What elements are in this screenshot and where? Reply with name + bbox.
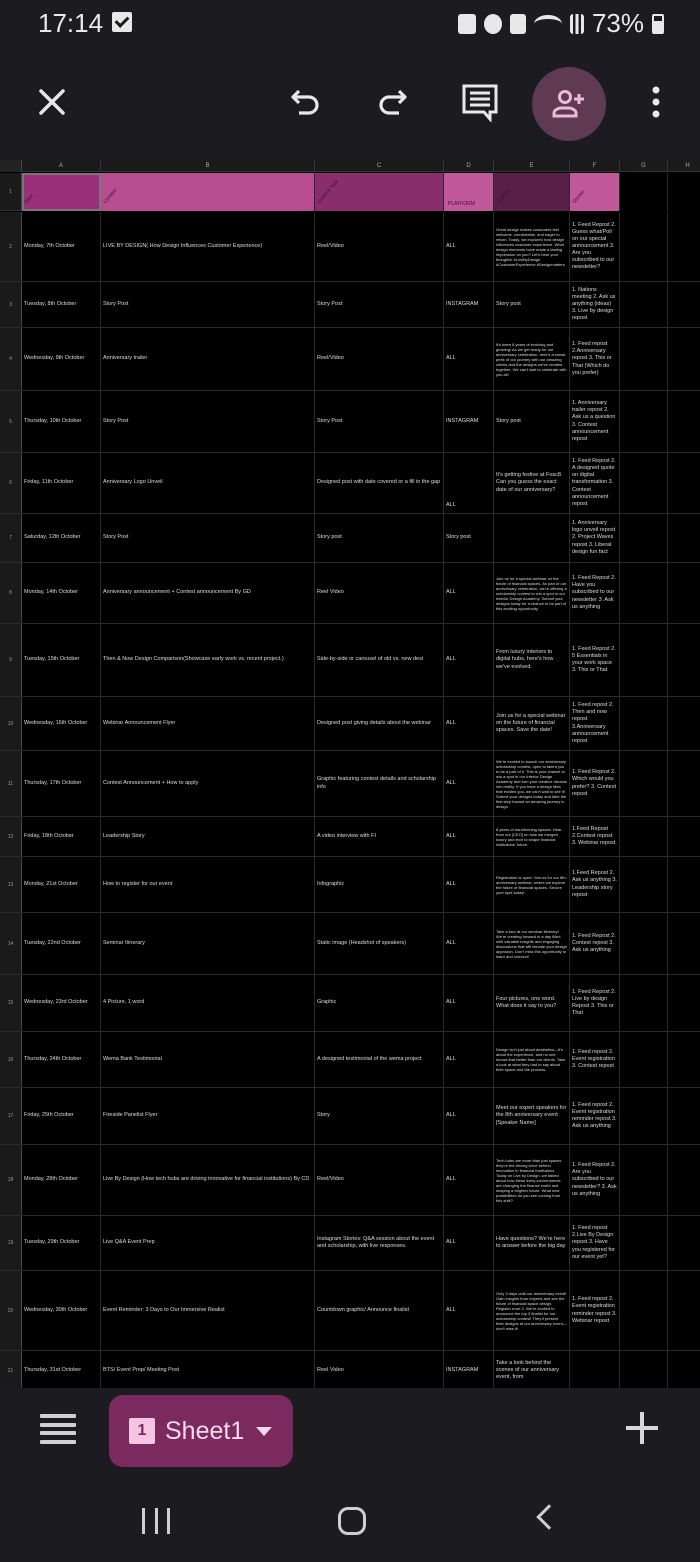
cell-date[interactable]: Thursday, 31st October [22, 1351, 101, 1388]
sheet-tab-sheet1[interactable] [109, 1395, 293, 1467]
row-number[interactable]: 3 [0, 282, 22, 327]
cell-content[interactable]: Story Post [101, 391, 315, 452]
menu-line-icon [40, 1440, 76, 1444]
cell-date[interactable]: Tuesday, 15th October [22, 624, 101, 696]
column-header-g[interactable]: G [620, 160, 668, 172]
cell-h[interactable] [668, 328, 700, 390]
cell-h[interactable] [668, 817, 700, 856]
undo-icon [289, 85, 323, 119]
cell-content[interactable]: Then & Now Design Comparison(Showcase early work vs. recent project.) [101, 624, 315, 696]
mute-icon [510, 14, 526, 34]
cell-caption[interactable]: We're excited to launch our anniversary scholarship contest, open to talent you to be a part of it. This is your chance to win a spot in our Interior Design Academy and turn your creative dreams into reality. If you have a design idea that excites you, we can't wait to see it! Submit your designs today and take the first step toward an amazing journey in design. [494, 751, 570, 816]
cell-h[interactable] [668, 282, 700, 327]
cell-platform[interactable]: ALL [444, 975, 494, 1031]
table-row [0, 1032, 700, 1088]
table-row [0, 697, 700, 751]
cell-platform[interactable]: ALL [444, 913, 494, 974]
cell-stories[interactable]: 1. Anniversary logo unveil repost 2. Project Waves repost 3. Liberal design fun fact [570, 514, 620, 562]
system-nav-bar [0, 1478, 700, 1562]
cell-caption[interactable]: Story post [494, 391, 570, 452]
cell-content[interactable]: Contest Announcement + How to apply [101, 751, 315, 816]
cell-h[interactable] [668, 1351, 700, 1388]
cell-date[interactable]: Tuesday, 8th October [22, 282, 101, 327]
cell-g[interactable] [620, 975, 668, 1031]
row-number[interactable]: 11 [0, 751, 22, 816]
cell-caption[interactable]: Design isn't just about aesthetics—it's about the experience, and no one knows that better than our clients. Take a look at what they had to say about their space and the process. [494, 1032, 570, 1087]
column-header-h[interactable]: H [668, 160, 700, 172]
row-number[interactable]: 9 [0, 624, 22, 696]
column-header-c[interactable]: C [315, 160, 444, 172]
cell-g[interactable] [620, 1271, 668, 1350]
cell-caption[interactable]: Join us for a special webinar on the future of financial spaces. Save the date! [494, 697, 570, 750]
cell-h[interactable] [668, 1145, 700, 1215]
notification-check-icon [112, 12, 132, 32]
cell-caption[interactable]: Story post [494, 282, 570, 327]
share-button[interactable] [532, 67, 606, 141]
cell-content[interactable]: Anniversary announcement + Contest announcement By GD [101, 563, 315, 623]
row-number[interactable]: 6 [0, 453, 22, 513]
table-row [0, 391, 700, 453]
cell-stories[interactable]: 1. Feed Repost 2. Are you subscribed to our newsletter? 3. Ask us anything [570, 1145, 620, 1215]
cell-h[interactable] [668, 913, 700, 974]
cell-date[interactable]: Thursday, 24th October [22, 1032, 101, 1087]
cell-content-type[interactable]: Reel Video [315, 1351, 444, 1388]
cell-stories[interactable]: 1. Feed Repost 2. Live by design Repost 3. This or That [570, 975, 620, 1031]
row-number[interactable]: 14 [0, 913, 22, 974]
cell-h[interactable] [668, 857, 700, 912]
cell-h[interactable] [668, 1088, 700, 1144]
cell-content[interactable]: LIVE BY DESIGN( How Design Influences Customer Experience) [101, 212, 315, 281]
status-time: 17:14 [38, 8, 104, 38]
cell-caption[interactable]: From luxury interiors to digital hubs, here's how we've evolved. [494, 624, 570, 696]
cell-platform[interactable]: INSTAGRAM [444, 1351, 494, 1388]
table-row [0, 1351, 700, 1388]
cell-platform[interactable]: ALL [444, 1032, 494, 1087]
more-options-button[interactable] [632, 78, 680, 126]
cell-platform[interactable]: ALL [444, 453, 494, 513]
header-cell-g[interactable] [620, 173, 668, 211]
cell-platform[interactable]: ALL [444, 212, 494, 281]
cell-date[interactable]: Monday, 14th October [22, 563, 101, 623]
more-vert-icon [650, 85, 662, 119]
back-button[interactable] [536, 1504, 561, 1529]
cell-caption[interactable]: Registration is open! Join us for our 8th-anniversary webinar, where we explore the future of financial spaces. Secure your spot today! [494, 857, 570, 912]
cell-h[interactable] [668, 391, 700, 452]
cell-g[interactable] [620, 624, 668, 696]
signal-icon [570, 14, 584, 34]
cell-content[interactable]: BTS/ Event Prep/ Meeting Post [101, 1351, 315, 1388]
cell-content-type[interactable]: Reel Video [315, 563, 444, 623]
cell-content[interactable]: Event Reminder: 3 Days to Our Immersive Realist [101, 1271, 315, 1350]
header-cell-h[interactable] [668, 173, 700, 211]
cell-stories[interactable] [570, 1351, 620, 1388]
cell-date[interactable]: Monday, 7th October [22, 212, 101, 281]
cell-date[interactable]: Monday, 28th October [22, 1145, 101, 1215]
close-button[interactable] [28, 78, 76, 126]
home-button[interactable] [338, 1507, 366, 1535]
row-number[interactable]: 17 [0, 1088, 22, 1144]
cell-date[interactable]: Friday, 25th October [22, 1088, 101, 1144]
cell-content[interactable]: Anniversary trailer [101, 328, 315, 390]
row-number[interactable]: 5 [0, 391, 22, 452]
cell-g[interactable] [620, 391, 668, 452]
select-all-corner[interactable] [0, 160, 22, 172]
cell-content-type[interactable]: Countdown graphic/ Announce finalist [315, 1271, 444, 1350]
cell-content-type[interactable]: A designed testimonial of the wema project [315, 1032, 444, 1087]
cell-date[interactable]: Friday, 11th October [22, 453, 101, 513]
cell-platform[interactable]: ALL [444, 751, 494, 816]
table-row [0, 751, 700, 817]
table-row [0, 913, 700, 975]
recent-apps-icon [142, 1508, 145, 1534]
row-number[interactable]: 18 [0, 1145, 22, 1215]
cell-stories[interactable]: 1. Feed repost 2.Live By Design repost 3. Have you registered for our event yet? [570, 1216, 620, 1270]
menu-line-icon [40, 1414, 76, 1418]
cell-date[interactable]: Tuesday, 29th October [22, 1216, 101, 1270]
sheet-tab-label: Sheet1 [165, 1416, 245, 1445]
header-cell-date[interactable]: Date [22, 173, 101, 211]
cell-stories[interactable]: 1.Feed Repost 2. Ask us anything 3. Leadership story repost [570, 857, 620, 912]
cell-content-type[interactable]: Story Post [315, 391, 444, 452]
cell-stories[interactable]: 1. Anniversary trailer repost 2. Ask us a question 3. Contest announcement repost [570, 391, 620, 452]
cell-caption[interactable]: Great design makes customers feel welcome, comfortable, and eager to return. Today, we explored how design influences customer experience. What design elements have made a lasting impression on you? Let's hear your thoughts! #LiveByDesign #CustomerExperience #Designmatters [494, 212, 570, 281]
cell-caption[interactable]: Have questions? We're here to answer before the big day [494, 1216, 570, 1270]
cell-h[interactable] [668, 975, 700, 1031]
status-bar [0, 0, 700, 50]
cell-h[interactable] [668, 514, 700, 562]
column-header-a[interactable]: A [22, 160, 101, 172]
cell-h[interactable] [668, 212, 700, 281]
row-number[interactable]: 4 [0, 328, 22, 390]
cell-caption[interactable]: Meet our expert speakers for the 8th anniversary event [Speaker Name] [494, 1088, 570, 1144]
cell-content-type[interactable]: Graphic [315, 975, 444, 1031]
cell-content[interactable]: Anniversary Logo Unveil [101, 453, 315, 513]
cell-content[interactable]: Story Post [101, 282, 315, 327]
table-row [0, 1145, 700, 1216]
cell-g[interactable] [620, 751, 668, 816]
cell-g[interactable] [620, 453, 668, 513]
cell-stories[interactable]: 1. Feed repost 2.Anniversary repost 3. This or That (Which do you prefer) [570, 328, 620, 390]
battery-icon [652, 14, 664, 34]
table-row [0, 453, 700, 514]
add-sheet-button[interactable] [622, 1408, 662, 1448]
row-number[interactable]: 12 [0, 817, 22, 856]
table-row [0, 857, 700, 913]
table-row [0, 817, 700, 857]
cell-content[interactable]: Live By Design (How tech hubs are driving innovative for financial institutions) By CD [101, 1145, 315, 1215]
close-icon [37, 87, 67, 117]
cell-stories[interactable]: 1. Feed Repost 2. Have you subscribed to our newsletter 3. Ask us anything [570, 563, 620, 623]
cell-caption[interactable]: It's been 8 years of evolving and growing! As we get ready for our anniversary celebration, here's a sneak peek of our journey with our amazing clients and the designs we've created together. We can't wait to celebrate with you all! [494, 328, 570, 390]
cell-date[interactable]: Wednesday, 23rd October [22, 975, 101, 1031]
comment-icon [460, 82, 500, 122]
cell-platform[interactable]: ALL [444, 1145, 494, 1215]
table-row [0, 1088, 700, 1145]
cell-caption[interactable]: Only 3 days until our anniversary event! Gain insights from experts and see the future of financial space design. Register now! 2. We're excited to announce the top 3 finalist for our scholarship contest! They'll present their designs at our anniversary event—don't miss it! [494, 1271, 570, 1350]
table-row [0, 282, 700, 328]
column-header-f[interactable]: F [570, 160, 620, 172]
row-number[interactable]: 19 [0, 1216, 22, 1270]
header-cell-caption[interactable]: Caption [494, 173, 570, 211]
redo-icon [375, 85, 409, 119]
cell-caption[interactable]: Tech hubs are more than just spaces they're the driving force behind innovation in financial institutions. Today on Live by Design, we talked about how these lively environments are changing the finance world and shaping a brighter future. What new possibilities do you see coming from this shift? [494, 1145, 570, 1215]
recent-apps-icon [167, 1508, 170, 1534]
row-number[interactable]: 15 [0, 975, 22, 1031]
header-row [0, 173, 700, 211]
column-header-d[interactable]: D [444, 160, 494, 172]
cell-platform[interactable]: ALL [444, 857, 494, 912]
cell-stories[interactable]: 1. Feed repost 2. Then and now repost 3.Anniversary announcement repost [570, 697, 620, 750]
cell-content-type[interactable]: Side-by-side or carousel of old vs. new desi [315, 624, 444, 696]
cell-platform[interactable]: ALL [444, 563, 494, 623]
cell-date[interactable]: Thursday, 17th October [22, 751, 101, 816]
cell-h[interactable] [668, 1032, 700, 1087]
sheet-number-icon: 1 [129, 1418, 155, 1444]
cell-content[interactable]: How to register for our event [101, 857, 315, 912]
cell-platform[interactable]: ALL [444, 1216, 494, 1270]
column-header-e[interactable]: E [494, 160, 570, 172]
header-cell-platform[interactable]: PLATFORM [444, 173, 494, 211]
cell-platform[interactable]: ALL [444, 1271, 494, 1350]
cell-stories[interactable]: 1. Feed repost 2. Event registration 3. Contest repost [570, 1032, 620, 1087]
battery-percent: 73% [591, 8, 644, 38]
cell-content-type[interactable]: A video interview with FI [315, 817, 444, 856]
cell-g[interactable] [620, 514, 668, 562]
cell-content[interactable]: Webinar Announcement Flyer [101, 697, 315, 750]
cell-content[interactable]: 4 Picture, 1 word [101, 975, 315, 1031]
table-row [0, 563, 700, 624]
cell-content[interactable]: Seminar Itinerary [101, 913, 315, 974]
cell-content[interactable]: Live Q&A Event Prep [101, 1216, 315, 1270]
cell-caption[interactable]: It's getting festive at Fosc8. Can you guess the exact date of our anniversary? [494, 453, 570, 513]
table-row [0, 624, 700, 697]
cell-stories[interactable]: 1.Feed Repost 2.Contest repost 3. Webinar repost. [570, 817, 620, 856]
cell-g[interactable] [620, 1216, 668, 1270]
dropdown-caret-icon[interactable] [256, 1427, 272, 1436]
cell-content-type[interactable]: Static image (Headshot of speakers) [315, 913, 444, 974]
header-cell-stories[interactable]: Stories [570, 173, 620, 211]
app-toolbar [0, 50, 700, 160]
cell-g[interactable] [620, 857, 668, 912]
cell-stories[interactable]: 1. Feed Repost 2. Guess what/Poll on our special announcement 3. Are you subscribed to our newsletter? [570, 212, 620, 281]
row-number[interactable]: 21 [0, 1351, 22, 1388]
header-cell-content[interactable]: Content [101, 173, 315, 211]
cell-content-type[interactable]: Designed post giving details about the webinar [315, 697, 444, 750]
cell-content-type[interactable]: Reel/Video [315, 1145, 444, 1215]
cell-content[interactable]: Story Post [101, 514, 315, 562]
cell-date[interactable]: Friday, 18th October [22, 817, 101, 856]
cell-caption[interactable]: Four pictures, one word. What does it say to you? [494, 975, 570, 1031]
alarm-icon [484, 14, 502, 34]
cell-g[interactable] [620, 212, 668, 281]
table-row [0, 514, 700, 563]
cell-content-type[interactable]: Designed post with date covered or a fill in the gap [315, 453, 444, 513]
row-number[interactable]: 13 [0, 857, 22, 912]
column-header-b[interactable]: B [101, 160, 315, 172]
cell-date[interactable]: Saturday, 12th October [22, 514, 101, 562]
row-number[interactable]: 10 [0, 697, 22, 750]
cell-h[interactable] [668, 1271, 700, 1350]
menu-line-icon [40, 1423, 76, 1427]
recent-apps-button[interactable] [142, 1508, 170, 1534]
cell-content-type[interactable]: Reel/Video [315, 212, 444, 281]
cell-content-type[interactable]: Story post [315, 514, 444, 562]
column-headers [0, 160, 700, 172]
cell-stories[interactable]: 1. Feed Repost 2. 5 Essentials in your work space 3. This or That [570, 624, 620, 696]
row-number[interactable]: 16 [0, 1032, 22, 1087]
cell-content[interactable]: Wema Bank Testimonial [101, 1032, 315, 1087]
cell-caption[interactable] [494, 514, 570, 562]
cell-stories[interactable]: 1. Feed Repost 2. Which would you prefer? 3. Contest repost [570, 751, 620, 816]
cell-caption[interactable]: Take a tour at our seminar itinerary! We're creating forward in a day filled with valuable insights and engaging discussions that will elevate your design approach. Don't miss this opportunity to learn and connect! [494, 913, 570, 974]
cell-platform[interactable]: ALL [444, 624, 494, 696]
cell-date[interactable]: Wednesday, 9th October [22, 328, 101, 390]
cell-platform[interactable]: ALL [444, 328, 494, 390]
table-row [0, 975, 700, 1032]
cell-content[interactable]: Leadership Story [101, 817, 315, 856]
row-number[interactable]: 8 [0, 563, 22, 623]
cell-platform[interactable]: Story post [444, 514, 494, 562]
cell-h[interactable] [668, 453, 700, 513]
comments-button[interactable] [456, 78, 504, 126]
cell-h[interactable] [668, 751, 700, 816]
all-sheets-button[interactable] [40, 1414, 76, 1444]
cell-platform[interactable]: ALL [444, 697, 494, 750]
cell-h[interactable] [668, 624, 700, 696]
cell-h[interactable] [668, 1216, 700, 1270]
row-number[interactable]: 1 [0, 173, 22, 210]
cell-g[interactable] [620, 328, 668, 390]
table-row [0, 1216, 700, 1271]
table-row [0, 328, 700, 391]
cell-platform[interactable]: ALL [444, 817, 494, 856]
cell-content-type[interactable]: Instagram Stories: Q&A session about the event and scholarship, with live responses. [315, 1216, 444, 1270]
cell-g[interactable] [620, 1032, 668, 1087]
cell-stories[interactable]: 1. Feed Repost 2. Contest repost 3. Ask us anything [570, 913, 620, 974]
cell-stories[interactable]: 1. Feed repost 2. Event registration reminder repost 3. Webinar repost [570, 1271, 620, 1350]
cell-g[interactable] [620, 1088, 668, 1144]
table-row [0, 1271, 700, 1351]
add-person-icon [552, 89, 586, 119]
cell-content[interactable]: Fireside Panelist Flyer [101, 1088, 315, 1144]
wifi-icon [534, 15, 562, 33]
sheet-bar [0, 1388, 700, 1478]
battery-saver-icon [458, 14, 476, 34]
cell-caption[interactable]: 8 years of transforming spaces. Hear from our [CEO] on how we merged luxury and tech to shape financial institutions' future. [494, 817, 570, 856]
table-row [0, 212, 700, 282]
cell-content-type[interactable]: Story Post [315, 282, 444, 327]
row-number[interactable]: 2 [0, 212, 22, 281]
cell-stories[interactable]: 1. Nations meeting 2. Ask us anything (ideas) 3. Live by design repost [570, 282, 620, 327]
cell-g[interactable] [620, 913, 668, 974]
redo-button[interactable] [368, 78, 416, 126]
cell-caption[interactable]: Take a look behind the scenes of our anniversary event, from [494, 1351, 570, 1388]
cell-content-type[interactable]: Graphic featuring contest details and scholarship info [315, 751, 444, 816]
cell-caption[interactable]: Join us for a special webinar on the future of financial spaces. As part of our anniversary celebration, we're offering a scholarship contest to win a spot in our Interior Design Academy. Submit your designs today for a chance to be part of this exciting opportunity. [494, 563, 570, 623]
cell-content-type[interactable]: Story [315, 1088, 444, 1144]
cell-stories[interactable]: 1. Feed repost 2. Event registration reminder repost 3. Ask us anything [570, 1088, 620, 1144]
cell-date[interactable]: Wednesday, 16th October [22, 697, 101, 750]
cell-h[interactable] [668, 563, 700, 623]
cell-g[interactable] [620, 817, 668, 856]
header-cell-content-type[interactable]: Content Type [315, 173, 444, 211]
cell-g[interactable] [620, 1145, 668, 1215]
cell-date[interactable]: Thursday, 10th October [22, 391, 101, 452]
cell-stories[interactable]: 1. Feed Repost 2. A designed quote on digital transformation 3. Contest announcement repost [570, 453, 620, 513]
menu-line-icon [40, 1431, 76, 1435]
undo-button[interactable] [282, 78, 330, 126]
row-number[interactable]: 7 [0, 514, 22, 562]
cell-g[interactable] [620, 697, 668, 750]
cell-g[interactable] [620, 563, 668, 623]
cell-h[interactable] [668, 697, 700, 750]
cell-g[interactable] [620, 282, 668, 327]
spreadsheet-grid[interactable] [0, 160, 700, 1388]
row-number[interactable]: 20 [0, 1271, 22, 1350]
status-icons [458, 8, 664, 39]
cell-content-type[interactable]: Reel/Video [315, 328, 444, 390]
cell-platform[interactable]: INSTAGRAM [444, 282, 494, 327]
cell-date[interactable]: Wednesday, 30th October [22, 1271, 101, 1350]
cell-platform[interactable]: ALL [444, 1088, 494, 1144]
cell-content-type[interactable]: Infographic [315, 857, 444, 912]
cell-g[interactable] [620, 1351, 668, 1388]
cell-platform[interactable]: INSTAGRAM [444, 391, 494, 452]
recent-apps-icon [155, 1508, 158, 1534]
cell-date[interactable]: Monday, 21st October [22, 857, 101, 912]
cell-date[interactable]: Tuesday, 22nd October [22, 913, 101, 974]
